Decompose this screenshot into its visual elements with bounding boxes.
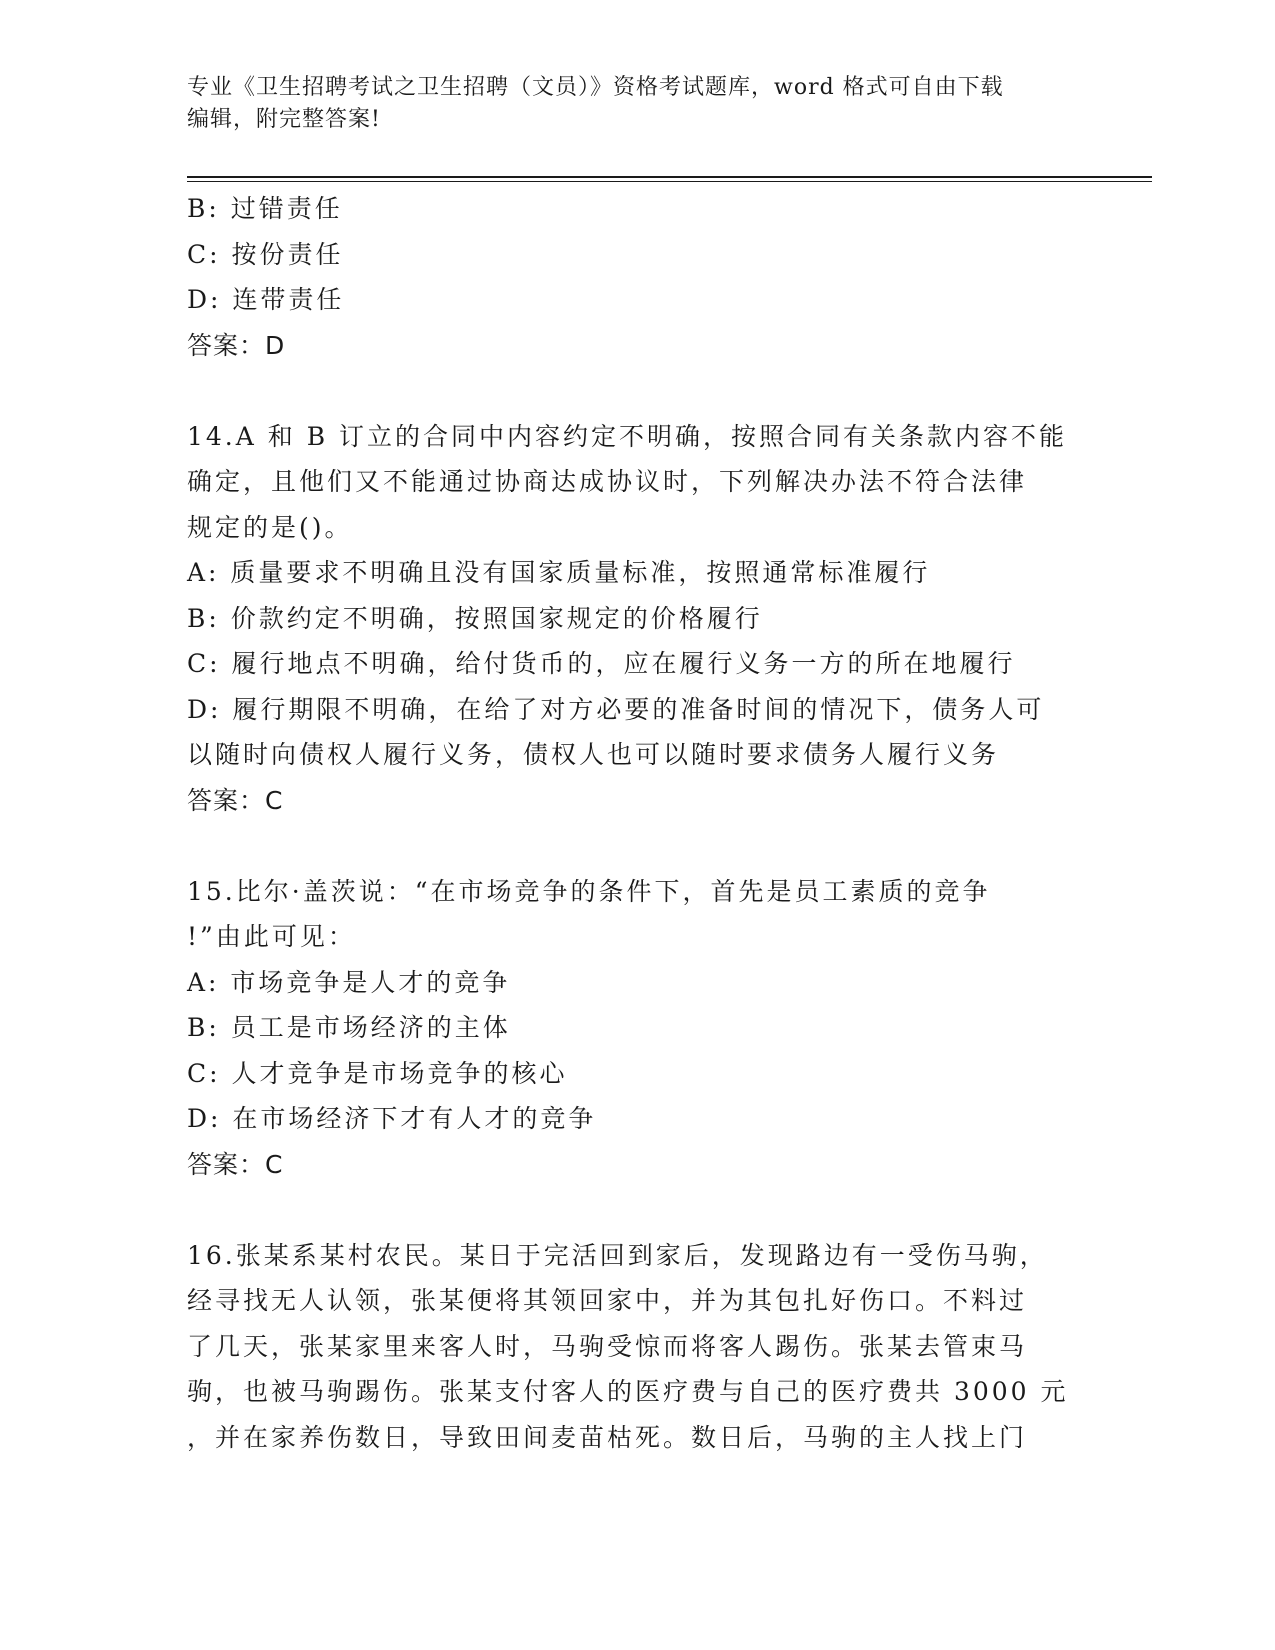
question-16: [187, 1233, 1067, 1461]
question-stem-line: 14.A 和 B 订立的合同中内容约定不明确，按照合同有关条款内容不能: [187, 421, 1068, 451]
option-a: A: 质量要求不明确且没有国家质量标准，按照通常标准履行: [187, 558, 931, 587]
spacer: [187, 823, 1067, 869]
document-header: [187, 72, 1067, 136]
option-b: B: 员工是市场经济的主体: [187, 1013, 511, 1042]
option-d: D: 履行期限不明确，在给了对方必要的准备时间的情况下，债务人可: [187, 694, 1045, 724]
question-stem-line: 16.张某系某村农民。某日于完活回到家后，发现路边有一受伤马驹，: [187, 1240, 1048, 1270]
spacer: [187, 368, 1067, 414]
question-14: [187, 414, 1067, 824]
answer-line: 答案：D: [187, 330, 286, 360]
question-stem-line: 经寻找无人认领，张某便将其领回家中，并为其包扎好伤口。不料过: [187, 1286, 1028, 1315]
spacer: [187, 1187, 1067, 1233]
option-c: C: 履行地点不明确，给付货币的，应在履行义务一方的所在地履行: [187, 649, 1016, 678]
header-line-1: 专业《卫生招聘考试之卫生招聘（文员）》资格考试题库，word 格式可自由下载: [187, 75, 1004, 100]
question-15: [187, 869, 1067, 1188]
option-d: D: 连带责任: [187, 285, 345, 314]
option-a: A: 市场竞争是人才的竞争: [187, 967, 511, 997]
document-body: [187, 186, 1067, 1460]
question-stem-line: 驹，也被马驹踢伤。张某支付客人的医疗费与自己的医疗费共 3000 元: [187, 1377, 1069, 1406]
option-b: B: 过错责任: [187, 194, 343, 223]
option-c: C: 人才竞争是市场竞争的核心: [187, 1058, 568, 1088]
question-stem-line: !”由此可见：: [187, 922, 356, 951]
answer-line: 答案：C: [187, 1149, 284, 1179]
option-c: C: 按份责任: [187, 239, 344, 269]
question-13-tail: [187, 186, 1067, 368]
header-divider-thin: [187, 181, 1152, 182]
option-b: B: 价款约定不明确，按照国家规定的价格履行: [187, 603, 763, 633]
header-line-2: 编辑，附完整答案!: [187, 107, 381, 132]
question-stem-line: 15.比尔·盖茨说：“在市场竞争的条件下，首先是员工素质的竞争: [187, 876, 991, 906]
answer-line: 答案：C: [187, 785, 284, 815]
question-stem-line: 了几天，张某家里来客人时，马驹受惊而将客人踢伤。张某去管束马: [187, 1331, 1028, 1361]
question-stem-line: ，并在家养伤数日，导致田间麦苗枯死。数日后，马驹的主人找上门: [187, 1422, 1028, 1452]
option-d: D: 在市场经济下才有人才的竞争: [187, 1104, 597, 1133]
question-stem-line: 确定，且他们又不能通过协商达成协议时，下列解决办法不符合法律: [187, 467, 1028, 496]
question-stem-line: 规定的是()。: [187, 512, 353, 542]
option-d-continued: 以随时向债权人履行义务，债权人也可以随时要求债务人履行义务: [187, 740, 1000, 769]
header-divider: [187, 176, 1152, 178]
